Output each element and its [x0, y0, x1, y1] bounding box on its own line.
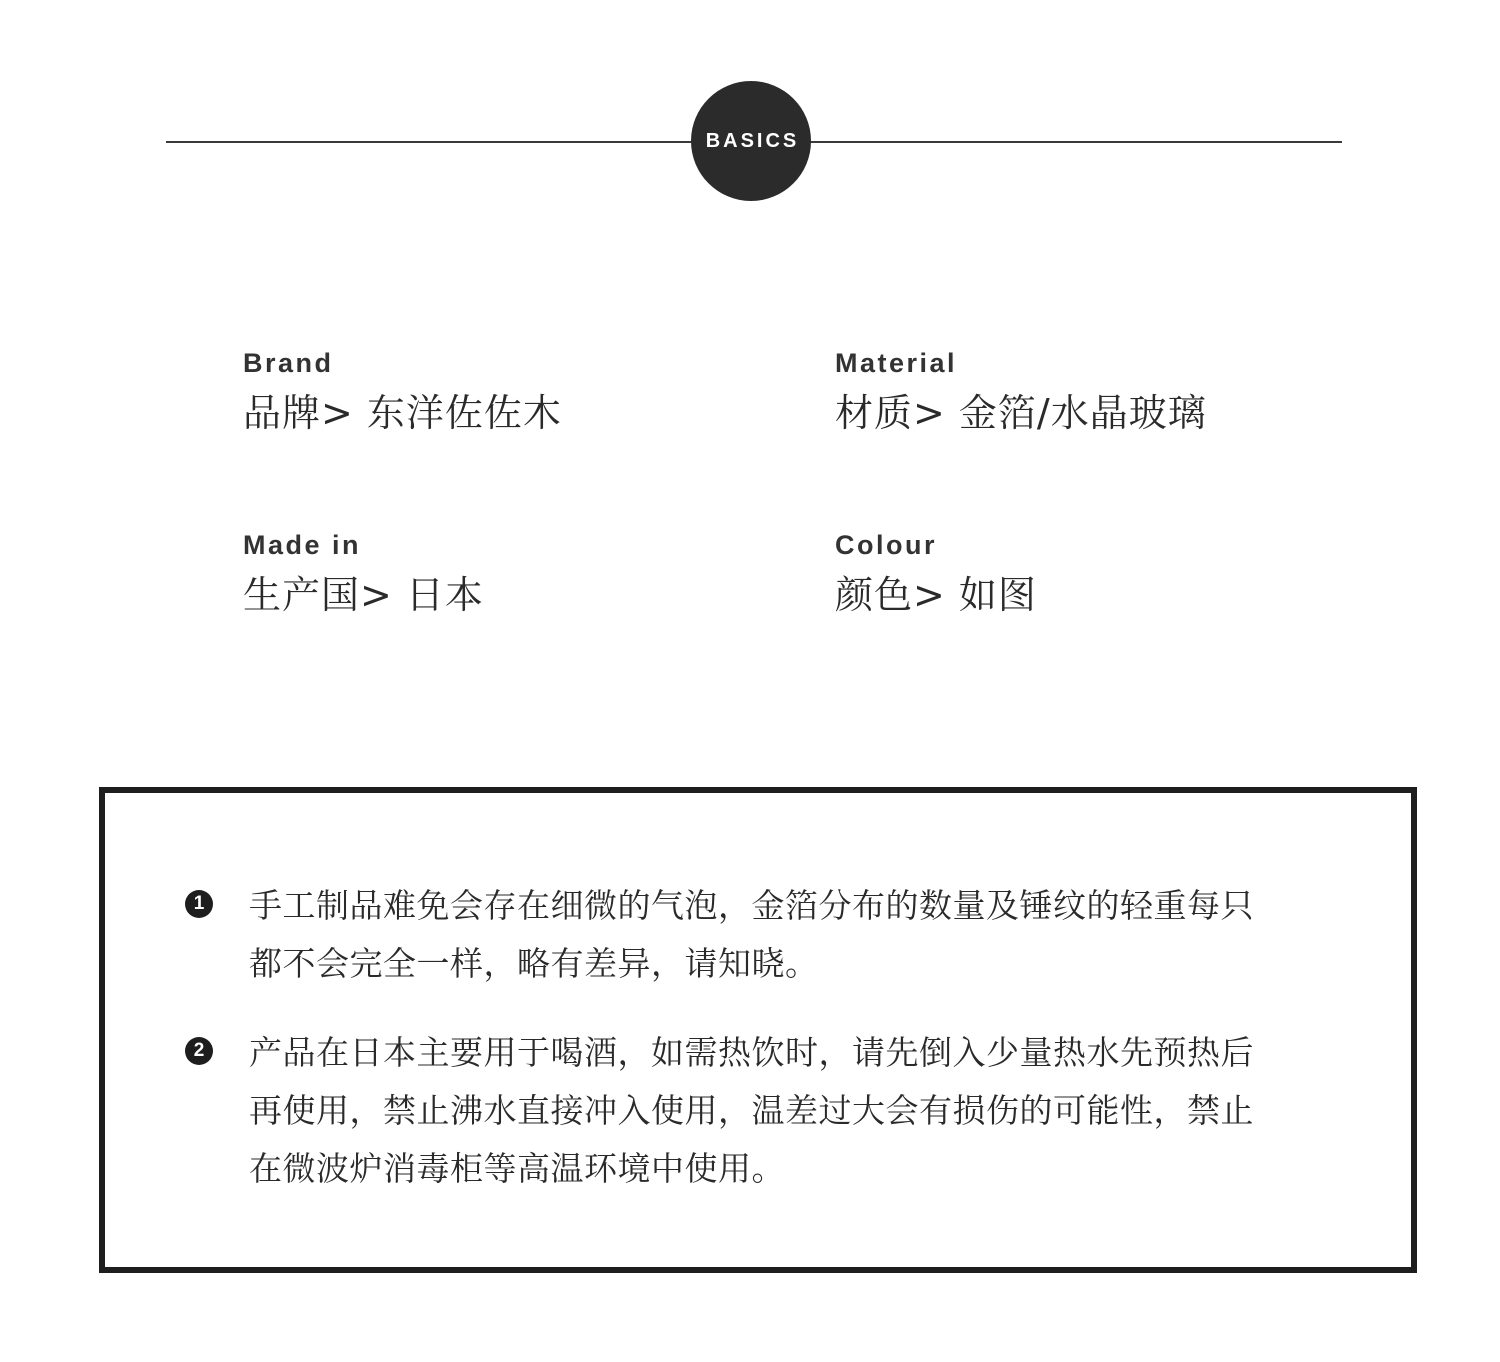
notice-text: 手工制品难免会存在细微的气泡，金箔分布的数量及锤纹的轻重每只都不会完全一样，略有差异，请知晓。	[249, 886, 1254, 983]
notice-item	[185, 877, 1285, 993]
number-2-icon: 2	[185, 1037, 213, 1065]
spec-made-in-value: 生产国> 日本	[243, 573, 484, 617]
spec-colour	[835, 528, 1395, 618]
basics-badge	[691, 81, 811, 201]
spec-made-in-label: Made in	[243, 530, 362, 560]
spec-made-in	[243, 528, 803, 618]
basics-badge-label: BASICS	[705, 129, 800, 152]
spec-colour-value: 颜色> 如图	[835, 573, 1037, 617]
spec-material-value: 材质> 金箔/水晶玻璃	[835, 391, 1207, 435]
number-1-icon: 1	[185, 890, 213, 918]
spec-brand-value: 品牌> 东洋佐佐木	[243, 391, 562, 435]
spec-brand	[243, 346, 803, 436]
notice-box	[99, 787, 1417, 1273]
spec-colour-label: Colour	[835, 530, 937, 560]
spec-material-label: Material	[835, 348, 958, 378]
spec-material	[835, 346, 1395, 436]
notice-text: 产品在日本主要用于喝酒，如需热饮时，请先倒入少量热水先预热后再使用，禁止沸水直接冲入使用，温差过大会有损伤的可能性，禁止在微波炉消毒柜等高温环境中使用。	[249, 1033, 1254, 1188]
spec-brand-label: Brand	[243, 348, 334, 378]
notice-item	[185, 1024, 1285, 1198]
